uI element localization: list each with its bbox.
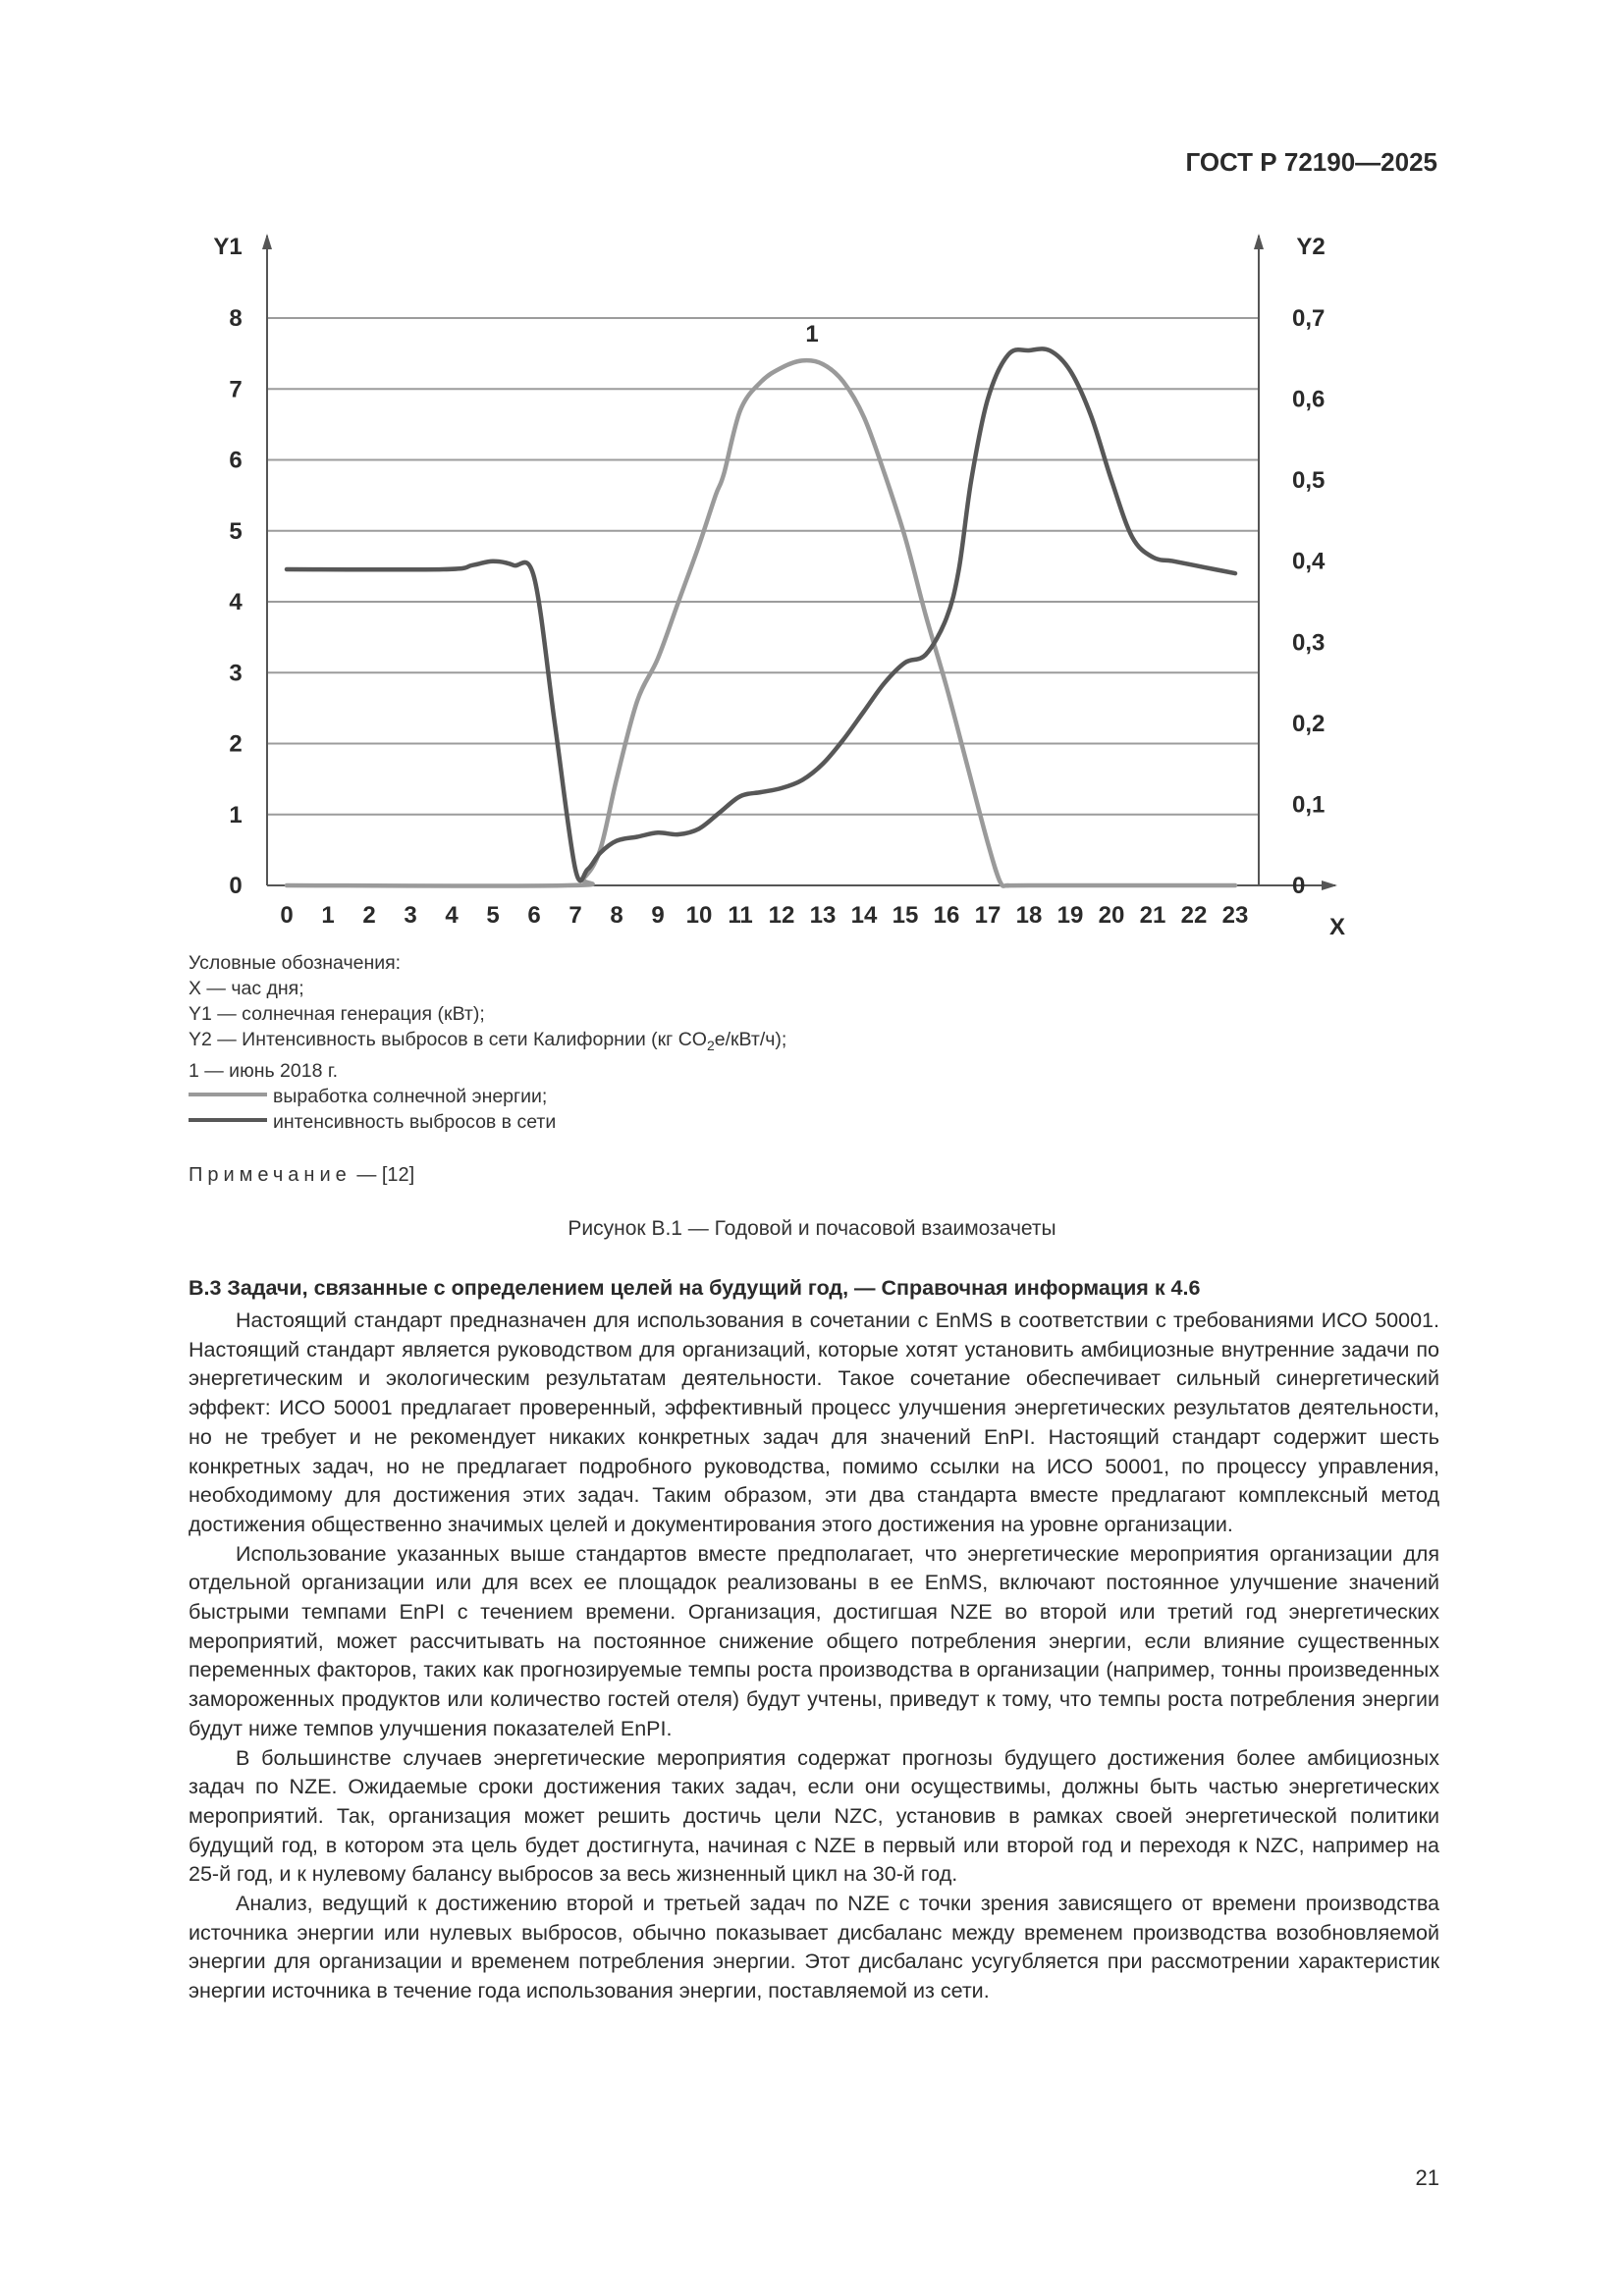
y1-tick-label: 2 [229, 730, 243, 758]
x-tick-label: 19 [1056, 902, 1084, 929]
y2-tick-label: 0,6 [1292, 386, 1326, 413]
chart [0, 0, 1624, 942]
x-tick-label: 20 [1098, 902, 1125, 929]
paragraph: Анализ, ведущий к достижению второй и третьей задач по NZE с точки зрения зависящего от времени производства источника энергии или нулевых выбросов, обычно показывает дисбаланс между временем производства возобновляемой энергии для организации и временем потребления энергии. Этот дисбаланс усугубляется при рассмотрении характеристик энергии источника в течение года использования энергии, поставляемой из сети. [189, 1892, 1439, 2003]
x-tick-label: 7 [568, 902, 582, 929]
y1-tick-label: 1 [229, 801, 243, 828]
y1-tick-label: 5 [229, 517, 243, 545]
y1-tick-label: 8 [229, 305, 243, 332]
y1-tick-label: 0 [229, 873, 243, 899]
grid-lines [267, 318, 1259, 815]
x-tick-label: 2 [362, 902, 376, 929]
x-tick-label: 16 [933, 902, 960, 929]
solar-generation-line [287, 360, 1235, 886]
y1-tick-label: 7 [229, 376, 243, 403]
x-axis-arrow [1322, 881, 1337, 890]
figure-note [189, 1164, 414, 1187]
y2-axis-label: Y2 [1296, 234, 1326, 260]
legend-x-desc: X — час дня; [189, 978, 304, 999]
legend-y2-text-end: е/кВт/ч); [714, 1029, 787, 1050]
legend-y1-desc: Y1 — солнечная генерация (кВт); [189, 1003, 485, 1025]
figure-caption: Рисунок В.1 — Годовой и почасовой взаимозачеты [568, 1217, 1056, 1240]
x-tick-label: 4 [445, 902, 459, 929]
y1-tick-label: 6 [229, 447, 243, 474]
x-tick-label: 17 [974, 902, 1001, 929]
y2-tick-label: 0,7 [1292, 305, 1326, 332]
x-tick-label: 8 [610, 902, 623, 929]
tick-labels [229, 305, 1326, 929]
x-tick-label: 18 [1015, 902, 1043, 929]
body-text [189, 1307, 1439, 2006]
x-tick-label: 13 [809, 902, 837, 929]
series-lines [287, 348, 1235, 885]
curve-annotation: 1 [805, 321, 819, 347]
paragraph: Настоящий стандарт предназначен для использования в сочетании с EnMS в соответствии с требованиями ИСО 50001. Настоящий стандарт является руководством для организаций, которые хотят установить амбициозные внутренние задачи по энергетическим и экологическим результатам деятельности. Такое сочетание обеспечивает сильный синергетический эффект: ИСО 50001 предлагает проверенный, эффективный процесс улучшения энергетических результатов деятельности, но не требует и не рекомендует никаких конкретных задач для значений EnPI. Настоящий стандарт содержит шесть конкретных задач, но не предлагает подробного руководства, помимо ссылки на ИСО 50001, по процессу управления, необходимому для достижения этих задач. Таким образом, эти два стандарта вместе предлагают комплексный метод достижения общественно значимых целей и документирования этого достижения на уровне организации. [189, 1308, 1439, 1536]
legend-y2-text: Y2 — Интенсивность выбросов в сети Калифорнии (кг CO [189, 1029, 707, 1050]
grid-line-swatch [189, 1118, 267, 1122]
chart-legend [189, 950, 786, 1135]
document-code: ГОСТ Р 72190—2025 [1185, 147, 1437, 177]
legend-y2-desc [189, 1027, 786, 1058]
x-tick-label: 14 [850, 902, 878, 929]
y2-tick-label: 0,3 [1292, 629, 1326, 657]
y1-axis-arrow [262, 234, 272, 249]
legend-solar-label: выработка солнечной энергии; [273, 1085, 548, 1107]
y2-tick-label: 0,1 [1292, 791, 1326, 819]
x-tick-label: 12 [768, 902, 795, 929]
section-heading: В.3 Задачи, связанные с определением целей на будущий год, — Справочная информация к 4.6 [189, 1276, 1201, 1300]
solar-line-swatch [189, 1093, 267, 1096]
legend-y2-subscript: 2 [706, 1037, 715, 1053]
x-tick-label: 0 [280, 902, 294, 929]
x-tick-label: 1 [321, 902, 335, 929]
x-tick-label: 10 [685, 902, 713, 929]
x-tick-label: 6 [527, 902, 541, 929]
y2-tick-label: 0 [1292, 873, 1306, 899]
x-tick-label: 15 [892, 902, 919, 929]
y2-tick-label: 0,5 [1292, 467, 1326, 495]
x-tick-label: 9 [651, 902, 665, 929]
x-tick-label: 23 [1221, 902, 1249, 929]
y1-tick-label: 3 [229, 660, 243, 687]
x-tick-label: 3 [404, 902, 417, 929]
note-label: Примечание [189, 1164, 352, 1186]
x-tick-label: 5 [486, 902, 500, 929]
legend-solar-row [189, 1084, 786, 1109]
paragraph: В большинстве случаев энергетические мероприятия содержат прогнозы будущего достижения более амбициозных задач по NZE. Ожидаемые сроки достижения таких задач, если они осуществимы, должны быть частью энергетических мероприятий. Так, организация может решить достичь цели NZC, установив в рамках своей энергетической политики будущий год, в котором эта цель будет достигнута, начиная с NZE в первый или второй год и переходя к NZC, например на 25-й год, и к нулевому балансу выбросов за весь жизненный цикл на 30-й год. [189, 1745, 1439, 1887]
x-axis-label: X [1328, 914, 1346, 940]
legend-item1-desc: 1 — июнь 2018 г. [189, 1059, 338, 1082]
y1-axis-label: Y1 [213, 234, 243, 260]
y2-axis-arrow [1254, 234, 1264, 249]
x-tick-label: 22 [1180, 902, 1208, 929]
note-text: — [12] [351, 1164, 415, 1186]
legend-title: Условные обозначения: [189, 952, 402, 974]
x-tick-label: 11 [728, 902, 753, 929]
page-number: 21 [1415, 2165, 1439, 2190]
y1-tick-label: 4 [229, 589, 243, 615]
grid-emission-intensity-line [287, 348, 1235, 881]
legend-grid-row [189, 1109, 786, 1135]
paragraph: Использование указанных выше стандартов вместе предполагает, что энергетические мероприятия организации для отдельной организации или для всех ее площадок реализованы в ее EnMS, включают постоянное улучшение значений быстрыми темпами EnPI с течением времени. Организация, достигшая NZE во второй или третий год энергетических мероприятий, может рассчитывать на постоянное снижение общего потребления энергии, если влияние существенных переменных факторов, таких как прогнозируемые темпы роста производства в организации (например, тонны произведенных замороженных продуктов или количество гостей отеля) будут учтены, приведут к тому, что темпы роста потребления энергии будут ниже темпов улучшения показателей EnPI. [189, 1541, 1439, 1740]
legend-grid-label: интенсивность выбросов в сети [273, 1110, 557, 1133]
x-tick-label: 21 [1139, 902, 1166, 929]
y2-tick-label: 0,2 [1292, 710, 1326, 737]
y2-tick-label: 0,4 [1292, 548, 1326, 575]
